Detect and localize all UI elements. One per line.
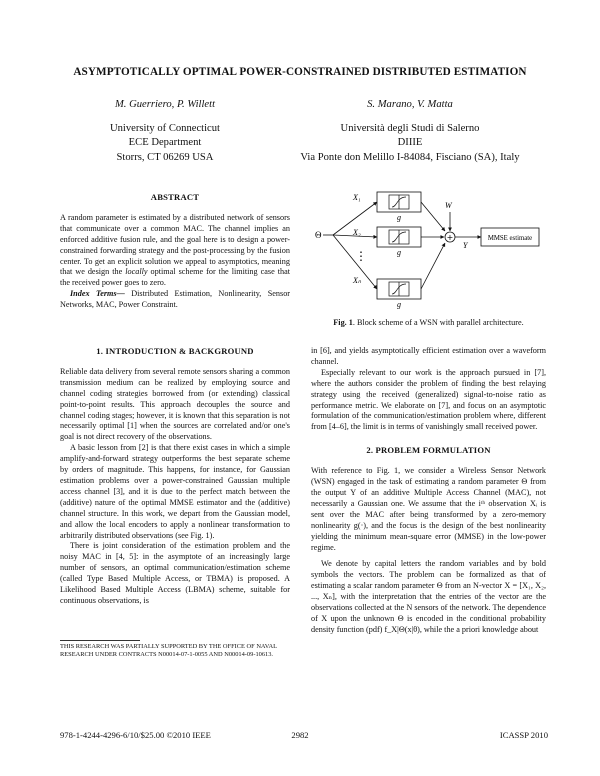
sum-plus: + bbox=[446, 233, 454, 242]
conference-footer: ICASSP 2010 bbox=[499, 730, 548, 740]
problem-paragraph-2: We denote by capital letters the random variables and by bold symbols the vectors. The problem can be formalized as that of estimating a scalar random parameter Θ from an N-vector X = [X₁, X₂, ..., Xₙ], with the interpretation that the entries of the vector are the observations collected at the N sensors of the network. The dependence of X upon the unknown Θ is encoded in the conditional probability density function (pdf) f_X|Θ(x|θ), while the a priori knowledge about bbox=[311, 559, 546, 634]
index-terms: Index Terms— Distributed Estimation, Nonlinearity, Sensor Networks, MAC, Power Constraint. bbox=[60, 289, 291, 310]
intro-heading: 1. INTRODUCTION & BACKGROUND bbox=[96, 346, 254, 356]
abstract-heading: ABSTRACT bbox=[150, 192, 200, 202]
right-column bbox=[311, 346, 546, 636]
affiliation-right-2: DIIIE bbox=[397, 137, 423, 149]
page-number: 2982 bbox=[291, 730, 309, 740]
intro-paragraph-2: A basic lesson from [2] is that there exist cases in which a simple amplify-and-forward strategy outperforms the best separate scheme by orders of magnitude. This happens, for instance, for Gaussian estimation problems over a power-constrained Gaussian multiple access channel [3], and it is due to the perfect match between the (additive) nature of the optimal MMSE estimator and the (additive) channel structure. In this work, we depart from the Gaussian model, and allow the local encoders to apply a nonlinear transformation to arbitrarily distributed observations (see Fig. 1). bbox=[60, 443, 290, 540]
x2-label: X₂ bbox=[353, 228, 361, 237]
abstract-section bbox=[60, 192, 290, 311]
introduction-section bbox=[60, 346, 290, 607]
paper-title: ASYMPTOTICALLY OPTIMAL POWER-CONSTRAINED DISTRIBUTED ESTIMATION bbox=[73, 66, 527, 78]
right-paragraph-2: Especially relevant to our work is the approach pursued in [7], where the authors consider the problem of finding the best relaying strategy using the received (generalized) signal-to-noise ratio as performance metric. We elaborate on [7], and focus on an asymptotic formulation of the communication/estimation problem where, different from [4–6], the limit is in terms of vanishingly small received power. bbox=[311, 367, 546, 432]
author-names-right: S. Marano, V. Matta bbox=[367, 99, 453, 110]
theta-label: Θ bbox=[315, 230, 322, 240]
figure-caption: Fig. 1. Block scheme of a WSN with parallel architecture. bbox=[333, 318, 524, 327]
authors-left bbox=[60, 98, 270, 165]
author-names-left: M. Guerriero, P. Willett bbox=[114, 99, 216, 110]
g-label-1: g bbox=[397, 213, 401, 222]
w-label: W bbox=[445, 201, 452, 210]
mmse-label: MMSE estimate bbox=[487, 235, 533, 242]
problem-paragraph-1: With reference to Fig. 1, we consider a Wireless Sensor Network (WSN) engaged in the task of estimating a random parameter Θ from the output Y of an additive Multiple Access Channel (MAC), not necessarily a Gaussian one. We assume that the iᵗʰ observation Xᵢ is sent over the MAC after being transformed by a zero-memory nonlinearity g(·), and the focus is the design of the best nonlinearity yielding the minimum mean-square error (MMSE) in the low-power regime. bbox=[311, 466, 546, 552]
g-label-n: g bbox=[397, 300, 401, 309]
intro-paragraph-3: There is joint consideration of the estimation problem and the noisy MAC in [4, 5]: in the asymptote of an increasingly large number of sensors, an optimal communication/estimation scheme (called Type Based Multiple Access, or TBMA) is proposed. A Likelihood Based Multiple Access (LBMA) scheme, suitable for continuous observations, is bbox=[60, 541, 290, 605]
affiliation-right-1: Università degli Studi di Salerno bbox=[340, 123, 480, 135]
affiliation-left-2: ECE Department bbox=[128, 137, 202, 149]
right-paragraph-1: in [6], and yields asymptotically efficient estimation over a waveform channel. bbox=[311, 346, 546, 366]
footnote: THIS RESEARCH WAS PARTIALLY SUPPORTED BY THE OFFICE OF NAVAL RESEARCH UNDER CONTRACTS N00014-07-1-0055 AND N00014-09-10613. bbox=[60, 640, 290, 659]
xn-label: Xₙ bbox=[353, 276, 362, 285]
vertical-dots: ⋮ bbox=[355, 249, 367, 263]
abstract-text: A random parameter is estimated by a distributed network of sensors that communicate over a common MAC. The channel implies an enforced additive fusion rule, and the goal here is to design a power-constrained forwarding strategy and the post-processing by the fusion center. To get an explicit solution we appeal to asymptotics, meaning that we design the locally optimal scheme for the limiting case that the received power goes to zero. bbox=[60, 212, 291, 288]
g-label-2: g bbox=[397, 248, 401, 257]
isbn-footer: 978-1-4244-4296-6/10/$25.00 ©2010 IEEE bbox=[60, 730, 211, 740]
affiliation-left-3: Storrs, CT 06269 USA bbox=[116, 151, 214, 163]
authors-right bbox=[270, 98, 550, 165]
x1-label: X₁ bbox=[353, 193, 361, 202]
affiliation-right-3: Via Ponte don Melillo I-84084, Fisciano (SA), Italy bbox=[300, 151, 520, 163]
problem-heading: 2. PROBLEM FORMULATION bbox=[366, 445, 491, 456]
affiliation-left-1: University of Connecticut bbox=[109, 123, 221, 135]
y-label: Y bbox=[463, 241, 468, 250]
footnote-rule bbox=[60, 640, 140, 641]
intro-paragraph-1: Reliable data delivery from several remote sensors sharing a common transmission medium can be realized by employing source and channel coding strategies borrowed from (or extending) classical point-to-point results. This approach decouples the source and channel coding stages; however, it is known that this separation is not necessarily optimal [1] when the sources are correlated and/or one's goal is not direct recovery of the observations. bbox=[60, 366, 290, 442]
